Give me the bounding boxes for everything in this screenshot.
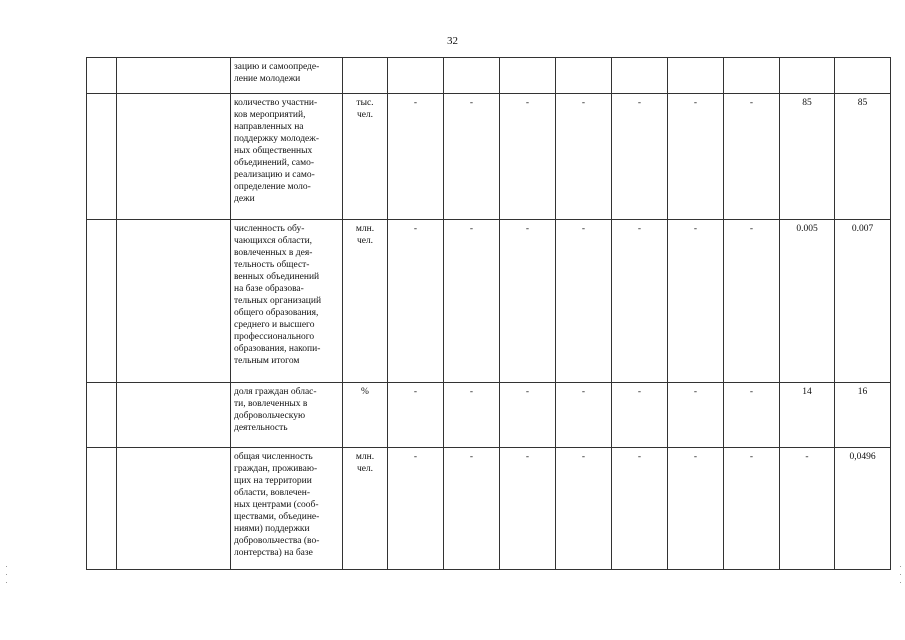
value-cell: - — [500, 220, 556, 383]
table-row — [87, 94, 891, 220]
value-cell: - — [556, 448, 612, 570]
table-row — [87, 383, 891, 448]
value-cell — [668, 58, 724, 94]
indicators-table — [86, 57, 891, 570]
value-cell — [835, 58, 891, 94]
indicator-name-cell: общая численность граждан, проживаю- щих на территории области, вовлечен- ных центрами (сооб- ществами, объедине- ниями) поддержки добровольчества (во- лонтерства) на базе — [231, 448, 343, 570]
value-cell: 16 — [835, 383, 891, 448]
value-cell — [556, 58, 612, 94]
value-cell — [724, 58, 780, 94]
value-cell — [444, 58, 500, 94]
value-cell: - — [668, 220, 724, 383]
value-cell: 0,0496 — [835, 448, 891, 570]
blank-cell — [87, 383, 117, 448]
value-cell: - — [444, 220, 500, 383]
value-cell — [500, 58, 556, 94]
unit-cell: млн. чел. — [343, 448, 388, 570]
value-cell: - — [668, 448, 724, 570]
table-row — [87, 58, 891, 94]
value-cell — [780, 58, 835, 94]
indicator-name-cell: численность обу- чающихся области, вовлеченных в дея- тельность общест- венных объединений на базе образова- тельных организаций общего образования, среднего и высшего профессионального образования, накопи- тельным итогом — [231, 220, 343, 383]
value-cell: - — [612, 448, 668, 570]
blank-cell — [87, 94, 117, 220]
value-cell: - — [388, 383, 444, 448]
scan-speck — [900, 574, 901, 575]
table-row — [87, 448, 891, 570]
value-cell: 0.005 — [780, 220, 835, 383]
blank-cell — [117, 383, 231, 448]
value-cell: - — [388, 220, 444, 383]
value-cell: - — [500, 383, 556, 448]
value-cell: - — [780, 448, 835, 570]
unit-cell: млн. чел. — [343, 220, 388, 383]
scan-speck — [900, 582, 901, 583]
value-cell: - — [724, 448, 780, 570]
value-cell: - — [612, 94, 668, 220]
blank-cell — [117, 220, 231, 383]
value-cell: - — [556, 220, 612, 383]
scan-speck — [6, 582, 7, 583]
value-cell — [388, 58, 444, 94]
value-cell: 85 — [780, 94, 835, 220]
value-cell: - — [724, 94, 780, 220]
value-cell: - — [444, 383, 500, 448]
blank-cell — [117, 448, 231, 570]
blank-cell — [87, 220, 117, 383]
page-number: 32 — [447, 35, 458, 47]
value-cell: - — [444, 94, 500, 220]
value-cell: - — [388, 448, 444, 570]
blank-cell — [117, 58, 231, 94]
blank-cell — [117, 94, 231, 220]
value-cell: - — [612, 383, 668, 448]
value-cell: 85 — [835, 94, 891, 220]
blank-cell — [87, 58, 117, 94]
scan-speck — [6, 566, 7, 567]
scan-speck — [6, 574, 7, 575]
indicator-name-cell: доля граждан облас- ти, вовлеченных в добровольческую деятельность — [231, 383, 343, 448]
value-cell: - — [556, 383, 612, 448]
value-cell — [612, 58, 668, 94]
blank-cell — [87, 448, 117, 570]
unit-cell: % — [343, 383, 388, 448]
value-cell: - — [556, 94, 612, 220]
value-cell: - — [724, 383, 780, 448]
unit-cell — [343, 58, 388, 94]
value-cell: - — [500, 94, 556, 220]
table-row — [87, 220, 891, 383]
value-cell: - — [724, 220, 780, 383]
value-cell: 14 — [780, 383, 835, 448]
value-cell: - — [668, 383, 724, 448]
scan-speck — [900, 566, 901, 567]
value-cell: - — [500, 448, 556, 570]
indicator-name-cell: зацию и самоопреде- ление молодежи — [231, 58, 343, 94]
value-cell: - — [388, 94, 444, 220]
value-cell: - — [612, 220, 668, 383]
unit-cell: тыс. чел. — [343, 94, 388, 220]
indicator-name-cell: количество участни- ков мероприятий, направленных на поддержку молодеж- ных общественных объединений, само- реализацию и само- определение моло- дежи — [231, 94, 343, 220]
value-cell: 0.007 — [835, 220, 891, 383]
value-cell: - — [444, 448, 500, 570]
value-cell: - — [668, 94, 724, 220]
